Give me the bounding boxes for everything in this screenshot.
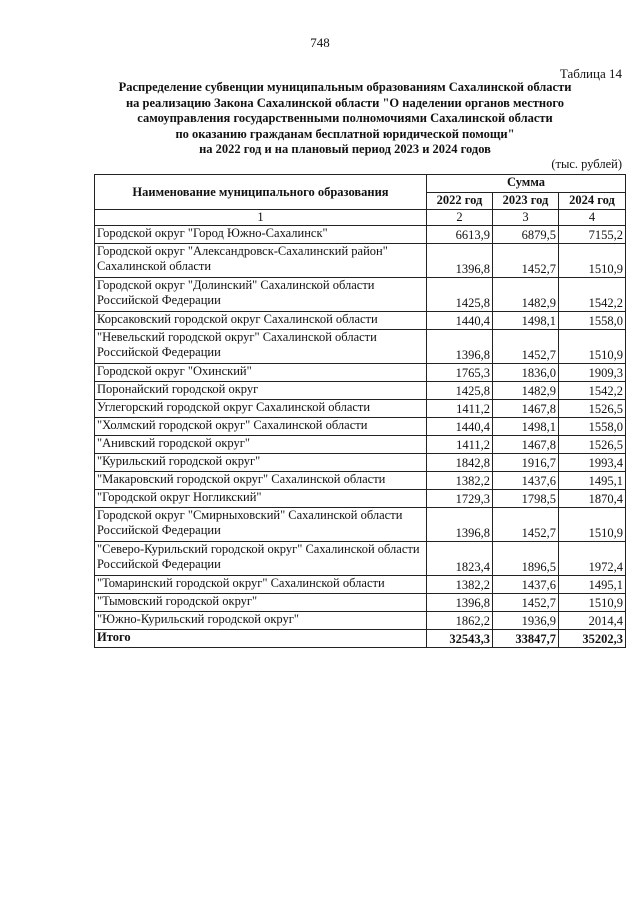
title-line: на реализацию Закона Сахалинской области "О наделении органов местного (125, 95, 564, 110)
municipality-name: "Городской округ Ногликский" (95, 490, 427, 508)
column-number: 4 (559, 210, 626, 226)
municipality-name: "Тымовский городской округ" (95, 594, 427, 612)
municipality-name: "Анивский городской округ" (95, 436, 427, 454)
value-2023: 1498,1 (493, 312, 559, 330)
value-2024: 1972,4 (559, 542, 626, 576)
municipality-name: Городской округ "Долинский" Сахалинской области Российской Федерации (95, 278, 427, 312)
value-2022: 1411,2 (427, 400, 493, 418)
header-municipality: Наименование муниципального образования (95, 175, 427, 210)
value-2022: 1396,8 (427, 508, 493, 542)
value-2023: 1452,7 (493, 508, 559, 542)
table-row (95, 542, 626, 576)
value-2023: 1452,7 (493, 594, 559, 612)
table-row (95, 612, 626, 630)
municipality-name: "Южно-Курильский городской округ" (95, 612, 427, 630)
municipality-name: Городской округ "Охинский" (95, 364, 427, 382)
municipality-name: "Холмский городской округ" Сахалинской области (95, 418, 427, 436)
value-2023: 1798,5 (493, 490, 559, 508)
total-2024: 35202,3 (559, 630, 626, 648)
value-2023: 6879,5 (493, 226, 559, 244)
table-row (95, 576, 626, 594)
value-2022: 1425,8 (427, 278, 493, 312)
value-2022: 1729,3 (427, 490, 493, 508)
value-2023: 1916,7 (493, 454, 559, 472)
value-2024: 7155,2 (559, 226, 626, 244)
total-2023: 33847,7 (493, 630, 559, 648)
total-label: Итого (95, 630, 427, 648)
value-2022: 1440,4 (427, 312, 493, 330)
value-2023: 1498,1 (493, 418, 559, 436)
table-row (95, 278, 626, 312)
value-2023: 1467,8 (493, 400, 559, 418)
value-2022: 1411,2 (427, 436, 493, 454)
municipality-name: "Северо-Курильский городской округ" Сахалинской области Российской Федерации (95, 542, 427, 576)
table-row (95, 490, 626, 508)
column-number: 3 (493, 210, 559, 226)
table-row (95, 436, 626, 454)
table-row (95, 364, 626, 382)
title-line: по оказанию гражданам бесплатной юридической помощи" (175, 126, 515, 141)
table-row (95, 226, 626, 244)
title-line: на 2022 год и на плановый период 2023 и 2024 годов (199, 142, 491, 157)
table-row (95, 244, 626, 278)
value-2024: 1993,4 (559, 454, 626, 472)
column-number: 2 (427, 210, 493, 226)
value-2022: 1396,8 (427, 330, 493, 364)
value-2022: 1823,4 (427, 542, 493, 576)
value-2024: 1526,5 (559, 400, 626, 418)
value-2022: 1842,8 (427, 454, 493, 472)
value-2024: 1495,1 (559, 576, 626, 594)
municipality-name: "Невельский городской округ" Сахалинской области Российской Федерации (95, 330, 427, 364)
header-year-2024: 2024 год (559, 193, 626, 210)
value-2024: 2014,4 (559, 612, 626, 630)
value-2023: 1437,6 (493, 576, 559, 594)
value-2023: 1467,8 (493, 436, 559, 454)
value-2023: 1452,7 (493, 330, 559, 364)
value-2022: 6613,9 (427, 226, 493, 244)
header-year-2022: 2022 год (427, 193, 493, 210)
value-2024: 1510,9 (559, 508, 626, 542)
municipality-name: Городской округ "Город Южно-Сахалинск" (95, 226, 427, 244)
value-2022: 1382,2 (427, 576, 493, 594)
header-sum: Сумма (427, 175, 626, 193)
value-2024: 1542,2 (559, 382, 626, 400)
value-2024: 1870,4 (559, 490, 626, 508)
title-line: Распределение субвенции муниципальным образованиям Сахалинской области (118, 80, 572, 94)
page-number: 748 (310, 35, 330, 50)
value-2022: 1425,8 (427, 382, 493, 400)
municipality-name: "Курильский городской округ" (95, 454, 427, 472)
municipality-name: Углегорский городской округ Сахалинской области (95, 400, 427, 418)
value-2024: 1542,2 (559, 278, 626, 312)
value-2023: 1437,6 (493, 472, 559, 490)
table-row (95, 472, 626, 490)
table-row (95, 400, 626, 418)
value-2024: 1495,1 (559, 472, 626, 490)
value-2022: 1765,3 (427, 364, 493, 382)
document-title (80, 80, 610, 158)
municipality-name: Городской округ "Александровск-Сахалинский район" Сахалинской области (95, 244, 427, 278)
value-2023: 1896,5 (493, 542, 559, 576)
table-row (95, 594, 626, 612)
table-row (95, 454, 626, 472)
value-2024: 1510,9 (559, 330, 626, 364)
total-2022: 32543,3 (427, 630, 493, 648)
municipality-name: Корсаковский городской округ Сахалинской области (95, 312, 427, 330)
table-label: Таблица 14 (559, 66, 622, 81)
table-row (95, 330, 626, 364)
title-line: самоуправления государственными полномочиями Сахалинской области (137, 111, 553, 126)
table-row (95, 508, 626, 542)
column-numbers-row (95, 210, 626, 226)
value-2023: 1452,7 (493, 244, 559, 278)
unit-note: (тыс. рублей) (551, 157, 622, 171)
value-2023: 1836,0 (493, 364, 559, 382)
table-row (95, 382, 626, 400)
value-2024: 1510,9 (559, 244, 626, 278)
subvention-table (94, 174, 626, 648)
value-2022: 1862,2 (427, 612, 493, 630)
value-2024: 1558,0 (559, 418, 626, 436)
value-2023: 1936,9 (493, 612, 559, 630)
value-2024: 1558,0 (559, 312, 626, 330)
header-year-2023: 2023 год (493, 193, 559, 210)
municipality-name: "Томаринский городской округ" Сахалинской области (95, 576, 427, 594)
municipality-name: Поронайский городской округ (95, 382, 427, 400)
value-2022: 1396,8 (427, 244, 493, 278)
table-row (95, 312, 626, 330)
value-2022: 1396,8 (427, 594, 493, 612)
table-row (95, 418, 626, 436)
column-number: 1 (95, 210, 427, 226)
value-2024: 1526,5 (559, 436, 626, 454)
value-2024: 1909,3 (559, 364, 626, 382)
value-2022: 1382,2 (427, 472, 493, 490)
total-row (95, 630, 626, 648)
value-2023: 1482,9 (493, 382, 559, 400)
municipality-name: "Макаровский городской округ" Сахалинской области (95, 472, 427, 490)
municipality-name: Городской округ "Смирныховский" Сахалинской области Российской Федерации (95, 508, 427, 542)
value-2023: 1482,9 (493, 278, 559, 312)
value-2022: 1440,4 (427, 418, 493, 436)
value-2024: 1510,9 (559, 594, 626, 612)
